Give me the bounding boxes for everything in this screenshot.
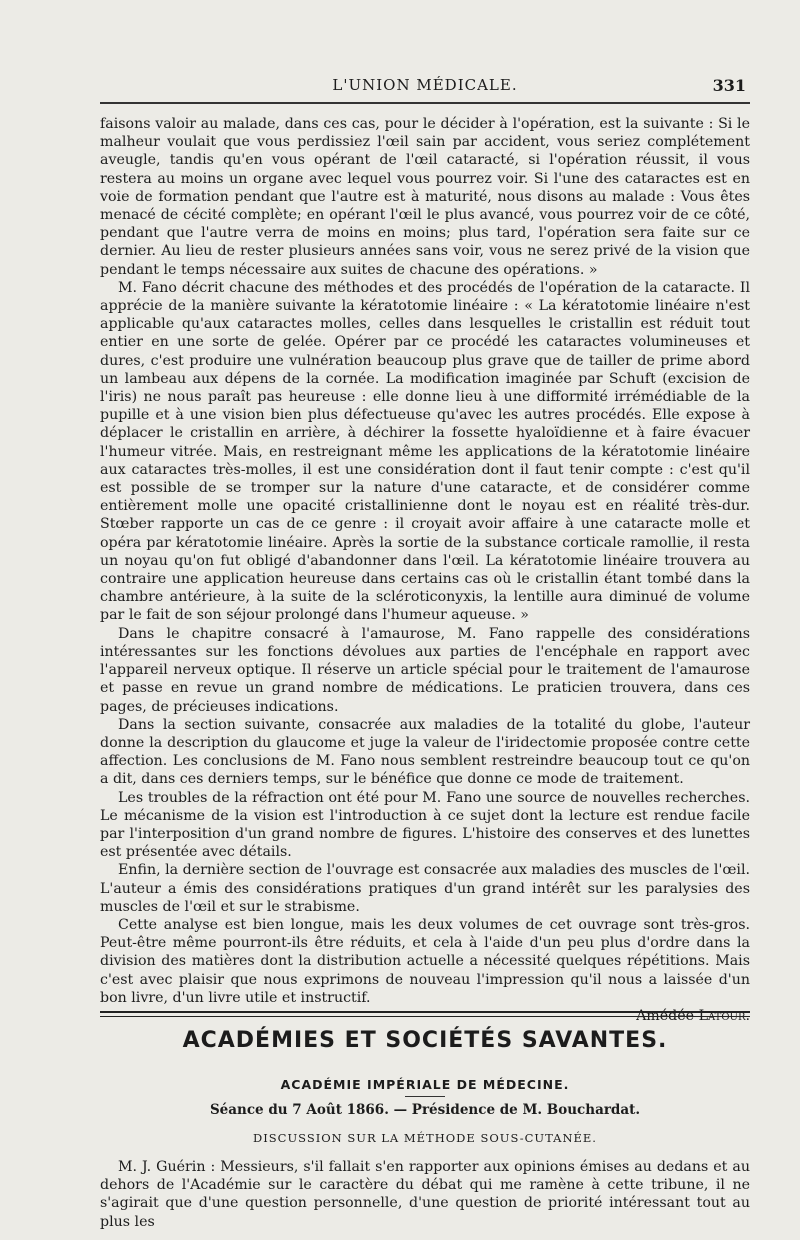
page-header	[100, 70, 750, 100]
paragraph-2: M. Fano décrit chacune des méthodes et des procédés de l'opération de la cataracte. Il apprécie de la manière suivante la kératotomie linéaire : « La kératotomie linéaire n'est applicable qu'aux cataractes molles, celles dans lesquelles le cristallin est réduit tout entier en une sorte de gelée. Opérer par ce procédé les cataractes volumineuses et dures, c'est produire une vulnération beaucoup plus grave que de tailler de prime abord un lambeau aux dépens de la cornée. La modification imaginée par Schuft (excision de l'iris) ne nous paraît pas heureuse : elle donne lieu à une difformité irrémédiable de la pupille et à une vision bien plus défectueuse qu'avec les autres procédés. Elle expose à déplacer le cristallin en arrière, à déchirer la fossette hyaloïdienne et à faire évacuer l'humeur vitrée. Mais, en restreignant même les applications de la kératotomie linéaire aux cataractes très-molles, il est une considération dont il faut tenir compte : c'est qu'il est possible de se tromper sur la nature d'une cataracte, et de considérer comme entièrement molle une opacité cristallinienne dont le noyau est en réalité très-dur. Stœber rapporte un cas de ce genre : il croyait avoir affaire à une cataracte molle et opéra par kératotomie linéaire. Après la sortie de la substance corticale ramollie, il resta un noyau qu'on fut obligé d'abandonner dans l'œil. La kératotomie linéaire trouvera au contraire une application heureuse dans certains cas où le cristallin étant tombé dans la chambre antérieure, à la suite de la scléroticonyxis, la lentille aura diminué de volume par le fait de son séjour prolongé dans l'humeur aqueuse. »	[100, 279, 750, 624]
discussion-heading: DISCUSSION SUR LA MÉTHODE SOUS-CUTANÉE.	[253, 1131, 597, 1145]
signature-first-name: Amédée	[636, 1007, 695, 1024]
paragraph-4: Dans la section suivante, consacrée aux maladies de la totalité du globe, l'auteur donne la description du glaucome et juge la valeur de l'iridectomie proposée contre cette affection. Les conclusions de M. Fano nous semblent restreindre beaucoup tout ce qu'on a dit, dans ces derniers temps, sur le bénéfice que donne ce mode de traitement.	[100, 716, 750, 788]
header-rule	[100, 102, 750, 104]
academy-heading: ACADÉMIE IMPÉRIALE DE MÉDECINE.	[280, 1077, 570, 1092]
section-divider	[100, 1011, 750, 1017]
paragraph-5: Les troubles de la réfraction ont été pour M. Fano une source de nouvelles recherches. Le mécanisme de la vision est l'introduction à ce sujet dont la lecture est rendue facile par l'interposition d'un grand nombre de figures. L'histoire des conserves et des lunettes est présentée avec détails.	[100, 789, 750, 861]
paragraph-1: faisons valoir au malade, dans ces cas, pour le décider à l'opération, est la suivante : Si le malheur voulait que vous perdissiez l'œil sain par accident, vous seriez complétement aveugle, tandis qu'en vous opérant de l'œil cataracté, si l'opération réussit, il vous restera au moins un organe avec lequel vous pourrez voir. Si l'une des cataractes est en voie de formation pendant que l'autre est à maturité, nous disons au malade : Vous êtes menacé de cécité complète; en opérant l'œil le plus avancé, vous pourrez voir de ce côté, pendant que l'autre verra de moins en moins; plus tard, l'opération sera faite sur ce dernier. Au lieu de rester plusieurs années sans voir, vous ne serez privé de la vision que pendant le temps nécessaire aux suites de chacune des opérations. »	[100, 116, 750, 278]
paragraph-3: Dans le chapitre consacré à l'amaurose, M. Fano rappelle des considérations intéressantes sur les fonctions dévolues aux parties de l'encéphale en rapport avec l'appareil nerveux optique. Il réserve un article spécial pour le traitement de l'amaurose et passe en revue un grand nombre de médications. Le praticien trouvera, dans ces pages, de précieuses indications.	[100, 625, 750, 715]
section-title: ACADÉMIES ET SOCIÉTÉS SAVANTES.	[182, 1028, 668, 1053]
paragraph-7: Cette analyse est bien longue, mais les deux volumes de cet ouvrage sont très-gros. Peut-être même pourront-ils être réduits, et cela à l'aide d'un peu plus d'ordre dans la division des matières dont la distribution actuelle a nécessité quelques répétitions. Mais c'est avec plaisir que nous exprimons de nouveau l'impression qu'il nous a laissée d'un bon livre, d'un livre utile et instructif.	[100, 916, 750, 1006]
session-line: Séance du 7 Août 1866. — Présidence de M. Bouchardat.	[209, 1102, 641, 1118]
article-body	[100, 115, 750, 1025]
running-title: L'UNION MÉDICALE.	[332, 76, 518, 94]
opening-paragraph: M. J. Guérin : Messieurs, s'il fallait s'en rapporter aux opinions émises au dedans et au dehors de l'Académie sur le caractère du débat qui me ramène à cette tribune, il ne s'agirait que d'une question personnelle, d'une question de priorité intéressant tout au plus les	[100, 1159, 750, 1230]
signature-last-name: Latour.	[698, 1007, 750, 1024]
page-number: 331	[712, 76, 746, 95]
paragraph-6: Enfin, la dernière section de l'ouvrage est consacrée aux maladies des muscles de l'œil. L'auteur a émis des considérations pratiques d'un grand intérêt sur les paralysies des muscles de l'œil et sur le strabisme.	[100, 862, 750, 915]
discussion-body	[100, 1158, 750, 1231]
academy-rule	[405, 1096, 445, 1097]
